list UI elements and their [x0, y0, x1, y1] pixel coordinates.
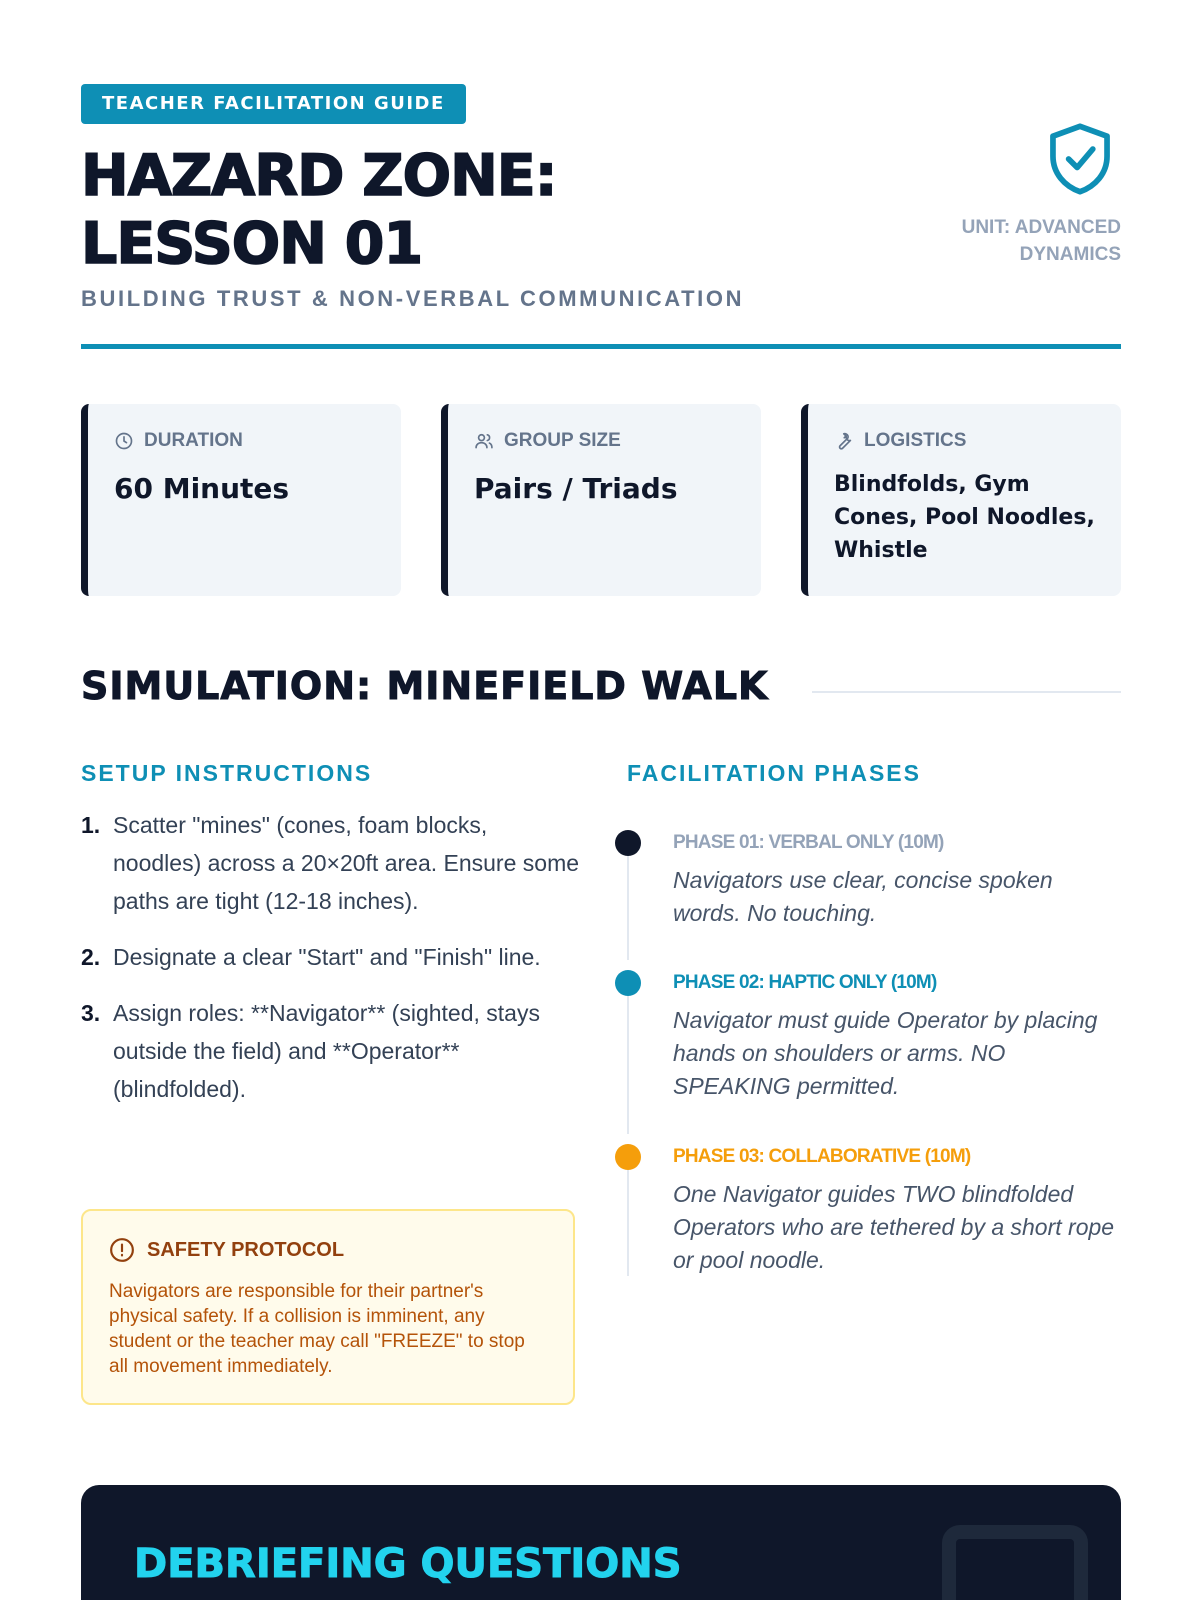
step-text: Designate a clear "Start" and "Finish" line.: [113, 944, 541, 970]
phase-item: [615, 1144, 1125, 1284]
setup-steps: [81, 806, 581, 1126]
header-divider: [81, 344, 1121, 349]
duration-card: [81, 404, 401, 596]
phase-item: [615, 970, 1125, 1144]
safety-box: [81, 1209, 575, 1405]
section-title: SIMULATION: MINEFIELD WALK: [81, 664, 769, 708]
list-item: [81, 806, 581, 920]
guide-badge: TEACHER FACILITATION GUIDE: [81, 84, 466, 124]
safety-header: [109, 1237, 547, 1263]
phase-label: PHASE 03: COLLABORATIVE (10M): [673, 1146, 971, 1167]
section-divider: [812, 691, 1121, 693]
unit-block: [921, 122, 1121, 268]
logistics-card: [801, 404, 1121, 596]
card-value: Pairs / Triads: [474, 472, 678, 505]
phase-description: Navigators use clear, concise spoken words. No touching.: [673, 867, 1053, 926]
phase-label: PHASE 01: VERBAL ONLY (10M): [673, 832, 944, 853]
debrief-title: DEBRIEFING QUESTIONS: [134, 1541, 682, 1587]
step-text: Scatter "mines" (cones, foam blocks, noodles) across a 20×20ft area. Ensure some paths are tight (12-18 inches).: [113, 812, 580, 914]
phase-description: Navigator must guide Operator by placing hands on shoulders or arms. NO SPEAKING permitted.: [673, 1007, 1098, 1099]
info-cards: [81, 404, 1121, 596]
card-label: GROUP SIZE: [504, 430, 621, 451]
clock-icon: [114, 431, 134, 451]
card-header: [474, 430, 735, 452]
card-label: DURATION: [144, 430, 243, 451]
wrench-icon: [834, 431, 854, 451]
list-item: [81, 938, 581, 976]
setup-title: SETUP INSTRUCTIONS: [81, 760, 373, 786]
group-size-card: [441, 404, 761, 596]
timeline-line: [627, 1170, 629, 1276]
timeline-line: [627, 856, 629, 960]
unit-label: UNIT: ADVANCED DYNAMICS: [961, 217, 1121, 265]
card-value: 60 Minutes: [114, 472, 290, 505]
users-icon: [474, 431, 494, 451]
safety-title: SAFETY PROTOCOL: [147, 1238, 345, 1261]
card-header: [114, 430, 375, 452]
phase-label: PHASE 02: HAPTIC ONLY (10M): [673, 972, 937, 993]
step-text: Assign roles: **Navigator** (sighted, stays outside the field) and **Operator** (blindfolded).: [113, 1000, 540, 1102]
card-value: Blindfolds, Gym Cones, Pool Noodles, Whistle: [834, 472, 1095, 563]
card-label: LOGISTICS: [864, 430, 967, 451]
phase-description: One Navigator guides TWO blindfolded Operators who are tethered by a short rope or pool noodle.: [673, 1181, 1115, 1273]
alert-circle-icon: [109, 1237, 135, 1263]
step-number: 3.: [81, 1000, 101, 1026]
phase-dot: [615, 1144, 641, 1170]
shield-check-icon: [1045, 122, 1115, 196]
phases-title: FACILITATION PHASES: [627, 760, 921, 786]
step-number: 1.: [81, 812, 101, 838]
list-item: [81, 994, 581, 1108]
safety-text: Navigators are responsible for their partner's physical safety. If a collision is imminent, any student or the teacher may call "FREEZE" to stop all movement immediately.: [109, 1281, 525, 1377]
phase-item: [615, 830, 1125, 970]
page-subtitle: BUILDING TRUST & NON-VERBAL COMMUNICATION: [81, 286, 745, 311]
header: [81, 84, 1121, 312]
phase-dot: [615, 970, 641, 996]
card-header: [834, 430, 1095, 452]
phase-timeline: [615, 830, 1125, 1284]
decorative-frame: [942, 1525, 1088, 1600]
timeline-line: [627, 996, 629, 1134]
debrief-panel: [81, 1485, 1121, 1600]
step-number: 2.: [81, 944, 101, 970]
phase-dot: [615, 830, 641, 856]
page-title: HAZARD ZONE: LESSON 01: [81, 143, 557, 277]
